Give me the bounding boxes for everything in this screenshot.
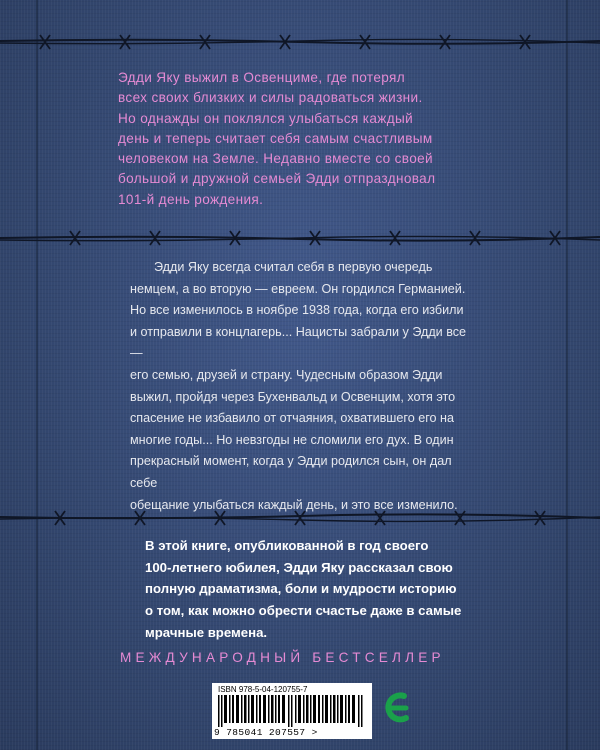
summary-line: мрачные времена. (145, 624, 268, 640)
barcode-number: 9 785041 207557 > (214, 727, 318, 738)
description-line: спасение не избавило от отчаяния, охватившего его на (130, 411, 455, 426)
summary-paragraph (145, 535, 465, 644)
summary-line: о том, как можно обрести счастье даже в самые (145, 603, 462, 619)
description-line: Но все изменилось в ноябре 1938 года, когда его избили (130, 303, 464, 318)
right-seam (566, 0, 568, 750)
summary-line: полную драматизма, боли и мудрости историю (145, 581, 457, 597)
description-paragraph (130, 257, 470, 516)
bestseller-label: МЕЖДУНАРОДНЫЙ БЕСТСЕЛЛЕР (120, 650, 445, 665)
description-line: его семью, друзей и страну. Чудесным образом Эдди (130, 367, 443, 382)
barbed-wire-icon (0, 29, 600, 55)
intro-line: всех своих близких и силы радоваться жизни. (118, 90, 423, 106)
intro-line: Эдди Яку выжил в Освенциме, где потерял (118, 70, 405, 85)
description-line: и отправили в концлагерь... Нацисты забрали у Эдди все — (130, 324, 467, 361)
barcode (212, 683, 372, 739)
summary-line: В этой книге, опубликованной в год своего (145, 538, 429, 553)
intro-line: Но однажды он поклялся улыбаться каждый (118, 110, 414, 126)
description-line: обещание улыбаться каждый день, и это все изменило. (130, 497, 458, 512)
barcode-bars-icon (218, 695, 366, 727)
description-line: многие годы... Но невзгоды не сломили его дух. В один (130, 432, 454, 447)
isbn-label: ISBN 978-5-04-120755-7 (218, 685, 308, 694)
description-line: Эдди Яку всегда считал себя в первую очередь (154, 260, 433, 274)
left-seam (36, 0, 38, 750)
intro-line: 101-й день рождения. (118, 191, 264, 207)
intro-line: день и теперь считает себя самым счастливым (118, 130, 433, 146)
intro-line: большой и дружной семьей Эдди отпраздновал (118, 171, 436, 187)
barbed-wire-icon (0, 225, 600, 251)
intro-line: человеком на Земле. Недавно вместе со своей (118, 151, 433, 167)
publisher-logo-icon (382, 688, 412, 732)
description-line: прекрасный момент, когда у Эдди родился сын, он дал себе (130, 454, 452, 490)
description-line: немцем, а во вторую — евреем. Он гордился Германией. (130, 281, 466, 296)
summary-line: 100-летнего юбилея, Эдди Яку рассказал свою (145, 559, 453, 575)
intro-paragraph (118, 68, 498, 210)
description-line: выжил, пройдя через Бухенвальд и Освенцим, хотя это (130, 389, 456, 404)
